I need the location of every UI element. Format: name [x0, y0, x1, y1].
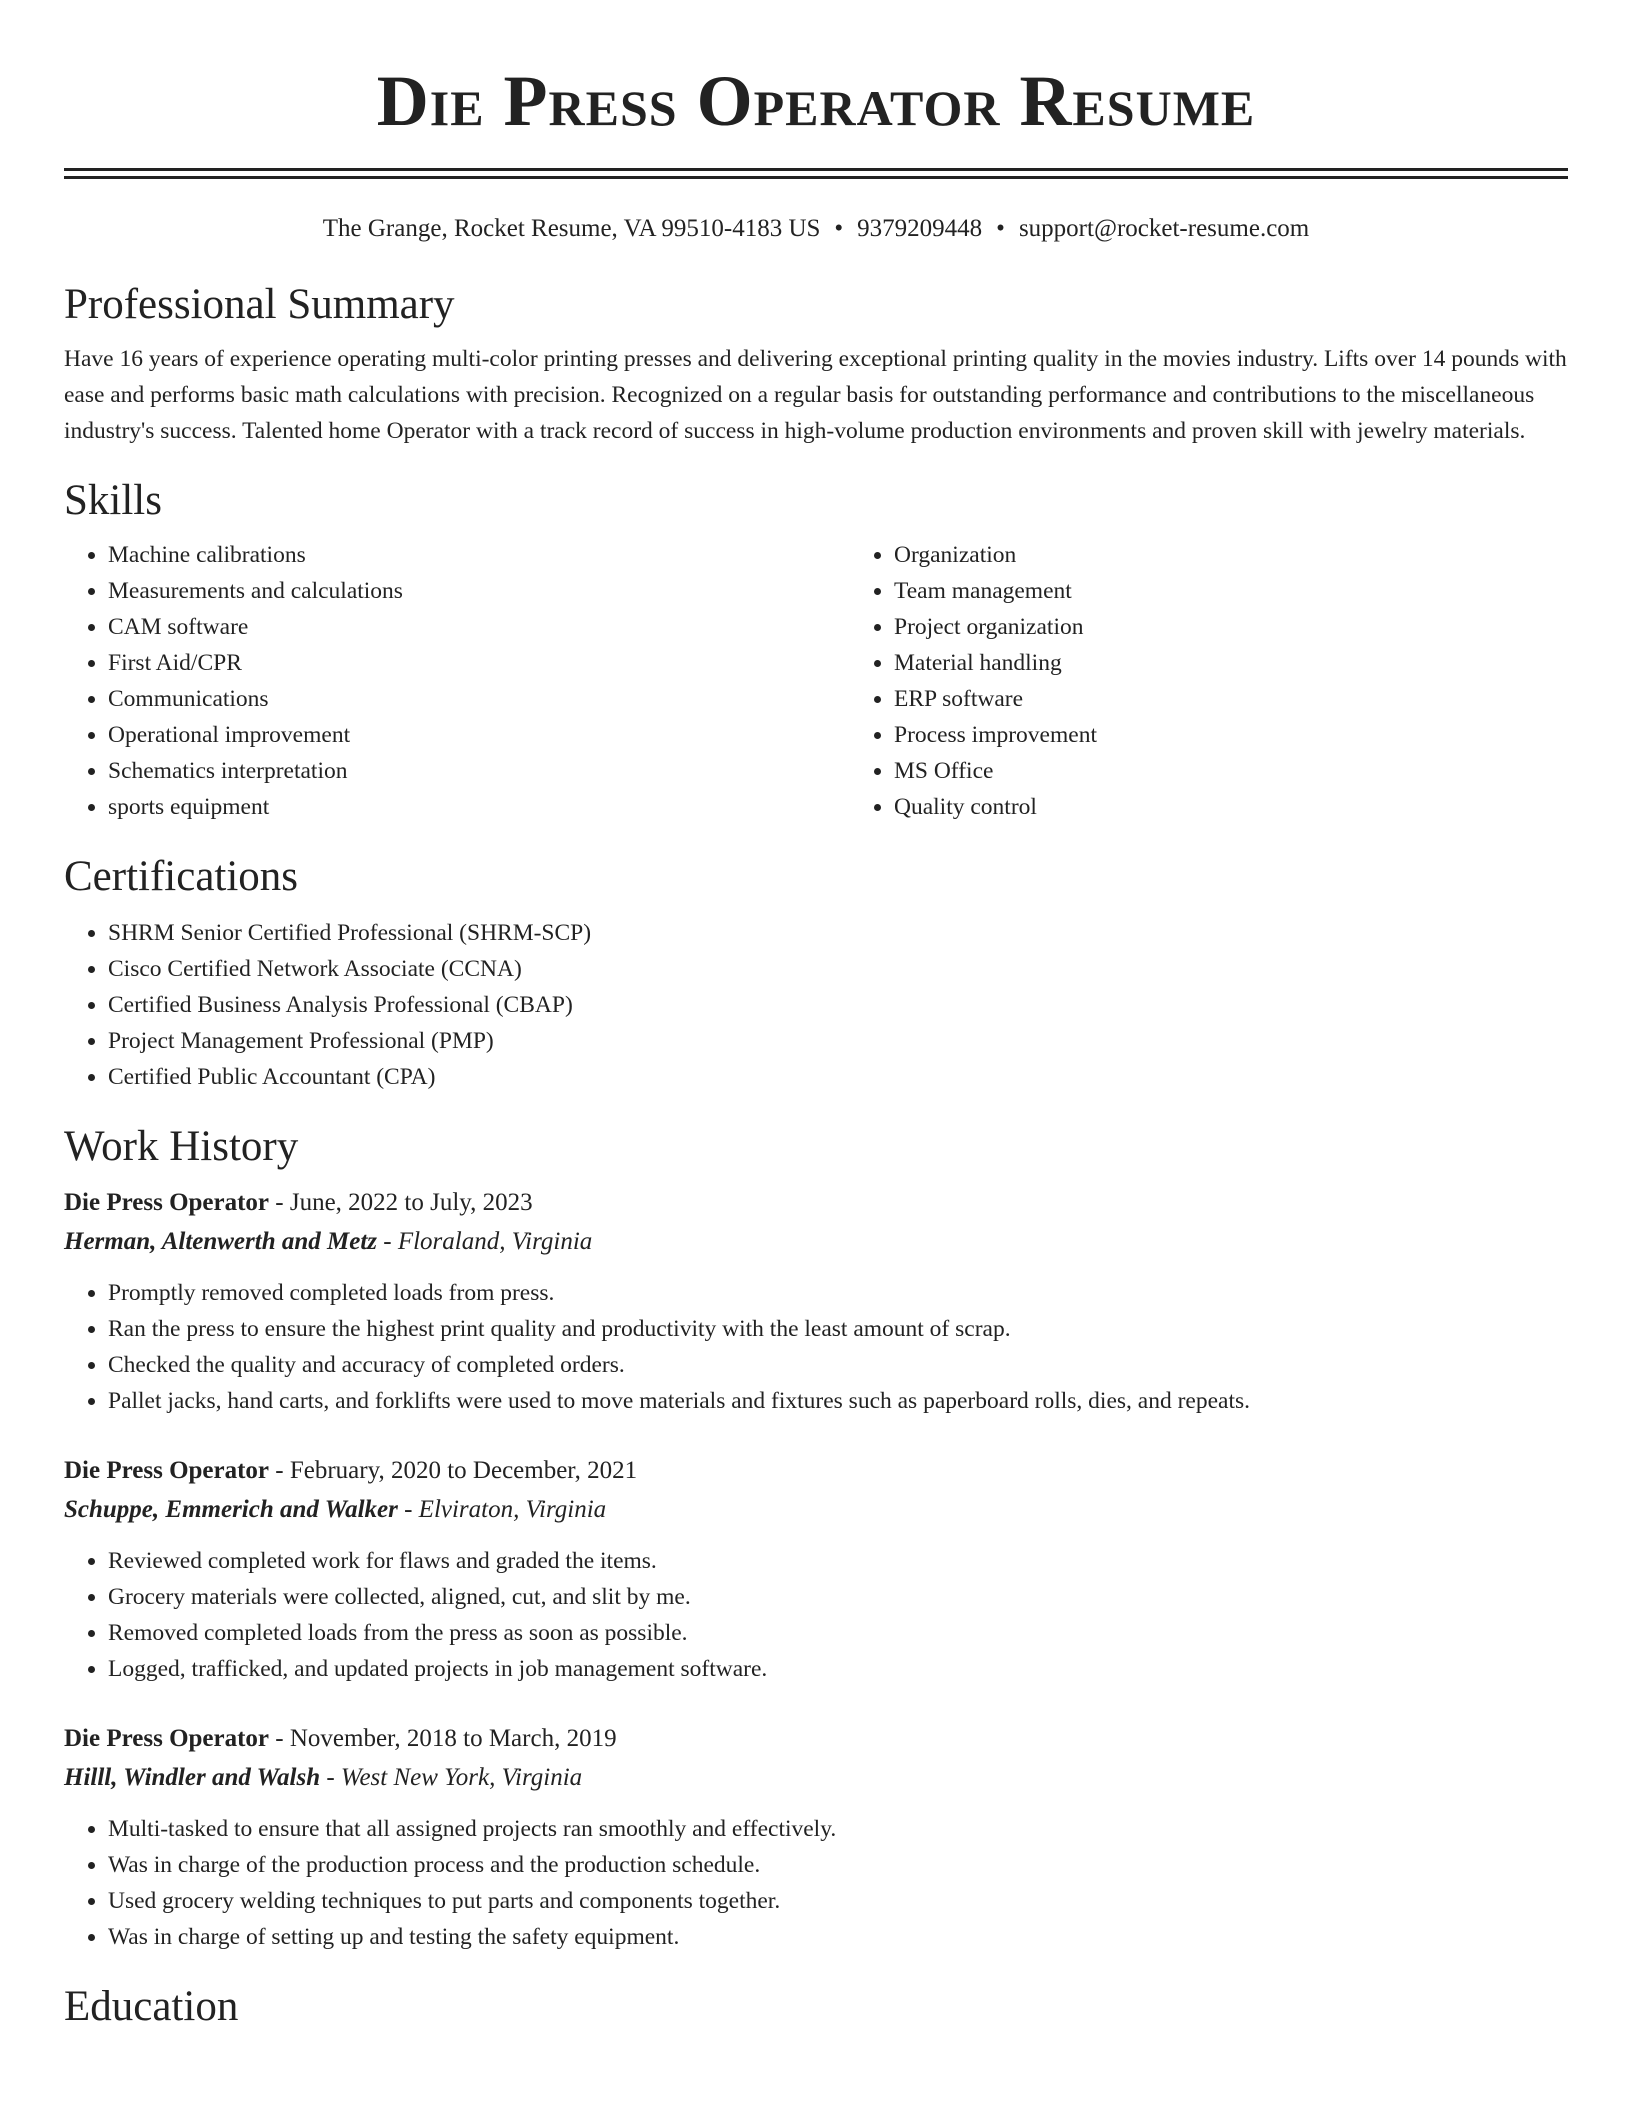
skill-item: • Organization — [894, 537, 1632, 573]
skills-list-left — [64, 537, 850, 825]
job-dates: - November, 2018 to March, 2019 — [269, 1725, 617, 1752]
job-title: Die Press Operator — [64, 1457, 270, 1484]
job-bullet: • Removed completed loads from the press as soon as possible. — [108, 1615, 1568, 1651]
job-entry — [64, 1719, 1568, 1955]
skill-item: • Schematics interpretation — [108, 753, 850, 789]
resume-page — [64, 0, 1568, 2033]
summary-heading: Professional Summary — [64, 281, 455, 328]
job-dates: - June, 2022 to July, 2023 — [269, 1189, 533, 1216]
contact-separator: • — [834, 215, 844, 242]
job-bullets — [64, 1811, 1568, 1955]
job-location: - West New York, Virginia — [320, 1764, 583, 1791]
skill-item: • First Aid/CPR — [108, 645, 850, 681]
job-bullet: • Was in charge of the production process and the production schedule. — [108, 1847, 1568, 1883]
skills-section — [64, 475, 1568, 825]
skill-item: • Communications — [108, 681, 850, 717]
skill-item: • Material handling — [894, 645, 1632, 681]
skills-list-right — [850, 537, 1632, 825]
skill-item: • sports equipment — [108, 789, 850, 825]
job-bullet: • Checked the quality and accuracy of completed orders. — [108, 1347, 1568, 1383]
skills-columns — [64, 537, 1568, 825]
job-company: Schuppe, Emmerich and Walker — [64, 1496, 398, 1523]
job-title-line — [64, 1719, 1568, 1759]
certification-item: • Certified Public Accountant (CPA) — [108, 1059, 1568, 1095]
skills-heading: Skills — [64, 477, 162, 524]
job-dates: - February, 2020 to December, 2021 — [269, 1457, 638, 1484]
job-company-line — [64, 1759, 1568, 1797]
job-bullet: • Used grocery welding techniques to put parts and components together. — [108, 1883, 1568, 1919]
skill-item: • Measurements and calculations — [108, 573, 850, 609]
certification-item: • Project Management Professional (PMP) — [108, 1023, 1568, 1059]
certification-item: • Cisco Certified Network Associate (CCNA) — [108, 951, 1568, 987]
skill-item: • Quality control — [894, 789, 1632, 825]
job-bullets — [64, 1543, 1568, 1687]
job-bullet: • Grocery materials were collected, aligned, cut, and slit by me. — [108, 1579, 1568, 1615]
contact-separator: • — [996, 215, 1005, 242]
certifications-section — [64, 851, 1568, 1095]
skill-item: • Machine calibrations — [108, 537, 850, 573]
job-company: Herman, Altenwerth and Metz — [64, 1228, 378, 1255]
skill-item: • Team management — [894, 573, 1632, 609]
summary-section — [64, 279, 1568, 449]
contact-email: support@rocket-resume.com — [1018, 215, 1310, 242]
job-company: Hilll, Windler and Walsh — [64, 1764, 321, 1791]
job-title-line — [64, 1451, 1568, 1491]
job-location: - Floraland, Virginia — [377, 1228, 593, 1255]
job-company-line — [64, 1491, 1568, 1529]
education-heading: Education — [64, 1983, 239, 2030]
contact-phone: 9379209448 — [857, 215, 983, 242]
contact-line — [64, 213, 1568, 245]
skill-item: • ERP software — [894, 681, 1632, 717]
job-title: Die Press Operator — [64, 1189, 270, 1216]
skill-item: • Operational improvement — [108, 717, 850, 753]
job-bullet: • Logged, trafficked, and updated projects in job management software. — [108, 1651, 1568, 1687]
education-section — [64, 1981, 1568, 2033]
certification-item: • Certified Business Analysis Professional (CBAP) — [108, 987, 1568, 1023]
job-bullet: • Was in charge of setting up and testing the safety equipment. — [108, 1919, 1568, 1955]
certifications-list — [64, 915, 1568, 1095]
job-bullet: • Multi-tasked to ensure that all assigned projects ran smoothly and effectively. — [108, 1811, 1568, 1847]
job-bullets — [64, 1275, 1568, 1419]
work-history-heading: Work History — [64, 1123, 299, 1170]
skill-item: • Project organization — [894, 609, 1632, 645]
resume-title: Die Press Operator Resume — [376, 61, 1256, 141]
skill-item: • Process improvement — [894, 717, 1632, 753]
title-double-rule — [64, 168, 1568, 179]
job-bullet: • Pallet jacks, hand carts, and forklifts were used to move materials and fixtures such as paperboard rolls, dies, and repeats. — [108, 1383, 1568, 1419]
job-location: - Elviraton, Virginia — [397, 1496, 607, 1523]
job-bullet: • Reviewed completed work for flaws and graded the items. — [108, 1543, 1568, 1579]
job-entry — [64, 1451, 1568, 1687]
job-bullet: • Ran the press to ensure the highest print quality and productivity with the least amount of scrap. — [108, 1311, 1568, 1347]
work-history-section — [64, 1121, 1568, 1955]
job-company-line — [64, 1223, 1568, 1261]
certifications-heading: Certifications — [64, 853, 299, 900]
job-entry — [64, 1183, 1568, 1419]
skill-item: • MS Office — [894, 753, 1632, 789]
job-title: Die Press Operator — [64, 1725, 270, 1752]
skill-item: • CAM software — [108, 609, 850, 645]
job-title-line — [64, 1183, 1568, 1223]
certification-item: • SHRM Senior Certified Professional (SHRM-SCP) — [108, 915, 1568, 951]
summary-text: Have 16 years of experience operating multi-color printing presses and delivering exceptional printing quality in the movies industry. Lifts over 14 pounds with ease and performs basic math calculations with precision. Recognized on a regular basis for outstanding performance and contributions to the miscellaneous industry's success. Talented home Operator with a track record of success in high-volume production environments and proven skill with jewelry materials. — [64, 346, 1567, 444]
job-bullet: • Promptly removed completed loads from press. — [108, 1275, 1568, 1311]
contact-address: The Grange, Rocket Resume, VA 99510-4183 US — [322, 215, 821, 242]
